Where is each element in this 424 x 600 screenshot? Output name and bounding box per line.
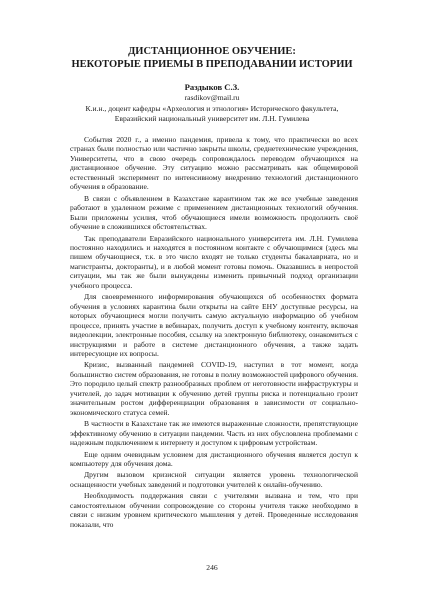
title-line-1: ДИСТАНЦИОННОЕ ОБУЧЕНИЕ: [128,46,296,57]
author-email: rasdikov@mail.ru [184,93,240,102]
paragraph: Еще одним очевидным условием для дистанционного обучения является доступ к компьютеру для обучения дома. [70,449,358,468]
paragraph: Другим вызовом кризисной ситуации является уровень технологической оснащенности учебных заведений и подготовки учителей к онлайн-обучению. [70,470,358,489]
affiliation-line-2: Евразийский национальный университет им. Л.Н. Гумилева [114,114,310,123]
paragraph: События 2020 г., а именно пандемия, привела к тому, что практически во всех странах были полностью или частично закрыты школы, среднетехнические учреждения, Университеты, что в свою очередь сопровождалось переводом обучающихся на дистанционное обучение. Эту ситуацию можно рассматривать как общемировой естественный эксперимент по интенсивному внедрению технологий дистанционного обучения в образование. [70,135,358,192]
paragraph: Необходимость поддержания связи с учителями вызвана и тем, что при самостоятельном обучении сопровождение со стороны учителя также необходимо в связи с низким уровнем критического мышления у детей. Проведенные исследования показали, что [70,491,358,529]
affiliation-line-1: К.и.н., доцент кафедры «Археология и этнология» Исторического факультета, [85,104,339,113]
paragraph: Так преподаватели Евразийского национального университета им. Л.Н. Гумилева постоянно находились и находятся в постоянном контакте с обучающимися (здесь мы пишем обучающиеся, т.к. в это число входят не только студенты бакалавриата, но и магистранты, докторанты), и в любой момент готовы помочь. Оказавшись в непростой ситуации, мы так же были вынуждены изменить привычный подход организации учебного процесса. [70,233,358,290]
page-number: 246 [206,563,218,572]
title-line-2: НЕКОТОРЫЕ ПРИЕМЫ В ПРЕПОДАВАНИИ ИСТОРИИ [71,59,353,70]
paragraph: В связи с объявлением в Казахстане карантином так же все учебные заведения работают в удаленном режиме с применением дистанционных технологий обучения. Были приложены усилия, чтоб обучающиеся имели возможность продолжить своё обучение в сложившихся обстоятельствах. [70,193,358,232]
article-body [70,135,358,531]
paragraph: В частности в Казахстане так же имеются выраженные сложности, препятствующие эффективному обучению в ситуации пандемии. Часть из них обусловлена проблемами с надежным подключением к интернету и доступом к цифровым устройствам. [70,419,358,448]
author-name: Раздыков С.З. [184,82,240,92]
paragraph: Для своевременного информирования обучающихся об особенностях формата обучения в условиях карантина были открыты на сайте ЕНУ доступные ресурсы, на которых обучающиеся могли получить самую актуальную информацию об учебном процессе, принять участие в вебинарах, получить доступ к учебному контенту, включая видеолекции, электронные пособия, ссылку на электронную библиотеку, ознакомиться с инструкциями и работе в системе дистанционного обучения, а также задать интересующие их вопросы. [70,292,358,358]
paragraph: Кризис, вызванный пандемией COVID-19, наступил в тот момент, когда большинство систем образования, не готовы в полну возможностей цифрового обучения. Это породило целый спектр разнообразных проблем от неготовности инфраструктуры и учителей, до задач мотивации к обучению детей группы риска и потенциально грозит значительным ростом дифференциации образования в зависимости от социально-экономического статуса семей. [70,360,358,417]
